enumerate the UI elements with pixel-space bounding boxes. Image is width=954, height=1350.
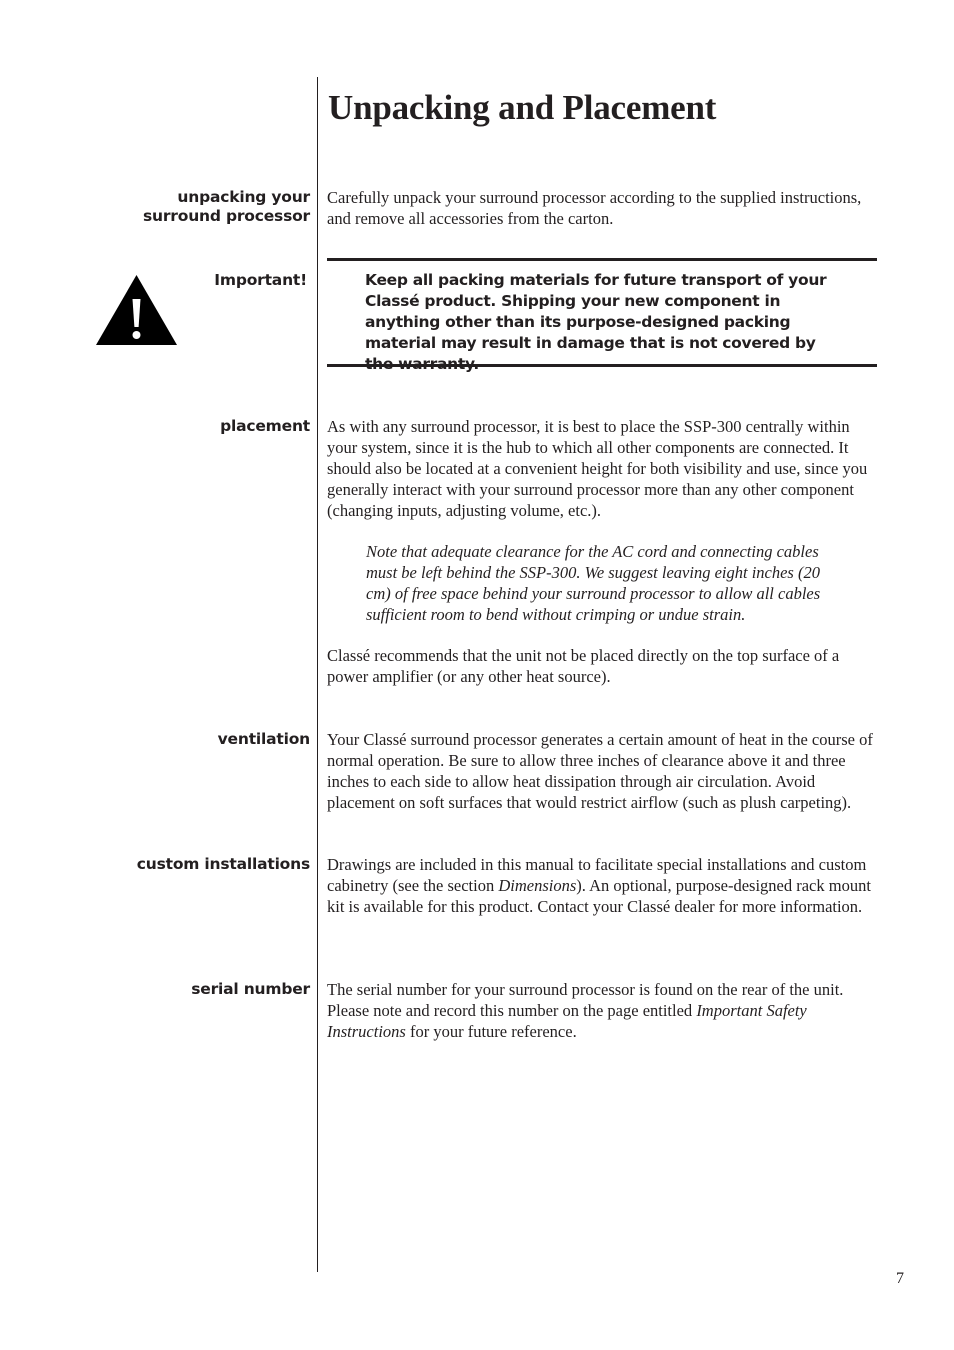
heading-placement: placement (220, 417, 310, 435)
warning-triangle-icon (96, 275, 177, 345)
warning-text: Keep all packing materials for future transport of your Classé product. Shipping your new component in anything other than its purpose-designed packing material may result in damage that is not covered by (365, 271, 827, 352)
heading-unpacking (143, 188, 310, 226)
heading-serial-number: serial number (191, 980, 310, 998)
heading-unpacking-line1: unpacking your (177, 188, 310, 206)
heading-ventilation: ventilation (217, 730, 310, 748)
placement-body-2: Classé recommends that the unit not be placed directly on the top surface of a power amplifier (or any other heat source). (327, 646, 840, 686)
placement-body: As with any surround processor, it is best to place the SSP-300 centrally within your system, since it is the hub to which all other components are connected. It should also be located at a convenient height for both visibility and use, since you generally interact with your surround processor more than any other component (changing inputs, adjusting volume, etc.). (327, 417, 868, 520)
serial-number-body: The serial number for your surround processor is found on the rear of the unit. Please note and record this number on the page entitled Important Safety Instructions for your future reference. (327, 980, 844, 1041)
placement-note: Note that adequate clearance for the AC cord and connecting cables must be left behind the SSP-300. We suggest leaving eight inches (20 cm) of free space behind your surround processor to allow all cables sufficient room to bend without crimping or undue strain. (366, 542, 821, 624)
heading-custom-installations: custom installations (136, 855, 310, 873)
heading-important: Important! (214, 271, 307, 289)
custom-installations-body: Drawings are included in this manual to facilitate special installations and custom cabinetry (see the section Dimensions). An optional, purpose-designed rack mount kit is available for this product. Contact your Classé dealer for more information. (327, 855, 871, 916)
dimensions-reference: Dimensions (498, 876, 577, 895)
heading-unpacking-line2: surround processor (143, 207, 310, 225)
unpacking-body: Carefully unpack your surround processor according to the supplied instructions, and remove all accessories from the carton. (327, 188, 862, 228)
page-number: 7 (896, 1270, 904, 1287)
page-title: Unpacking and Placement (328, 88, 717, 127)
safety-instructions-reference: Important Safety Instructions (327, 1001, 807, 1041)
column-divider (317, 77, 318, 1272)
warning-bottom-rule (327, 364, 877, 367)
ventilation-body: Your Classé surround processor generates a certain amount of heat in the course of normal operation. Be sure to allow three inches of clearance above it and three inches to each side to allow heat dissipation through air circulation. Avoid placement on soft surfaces that would restrict airflow (such as plush carpeting). (327, 730, 873, 812)
warning-top-rule (327, 258, 877, 261)
